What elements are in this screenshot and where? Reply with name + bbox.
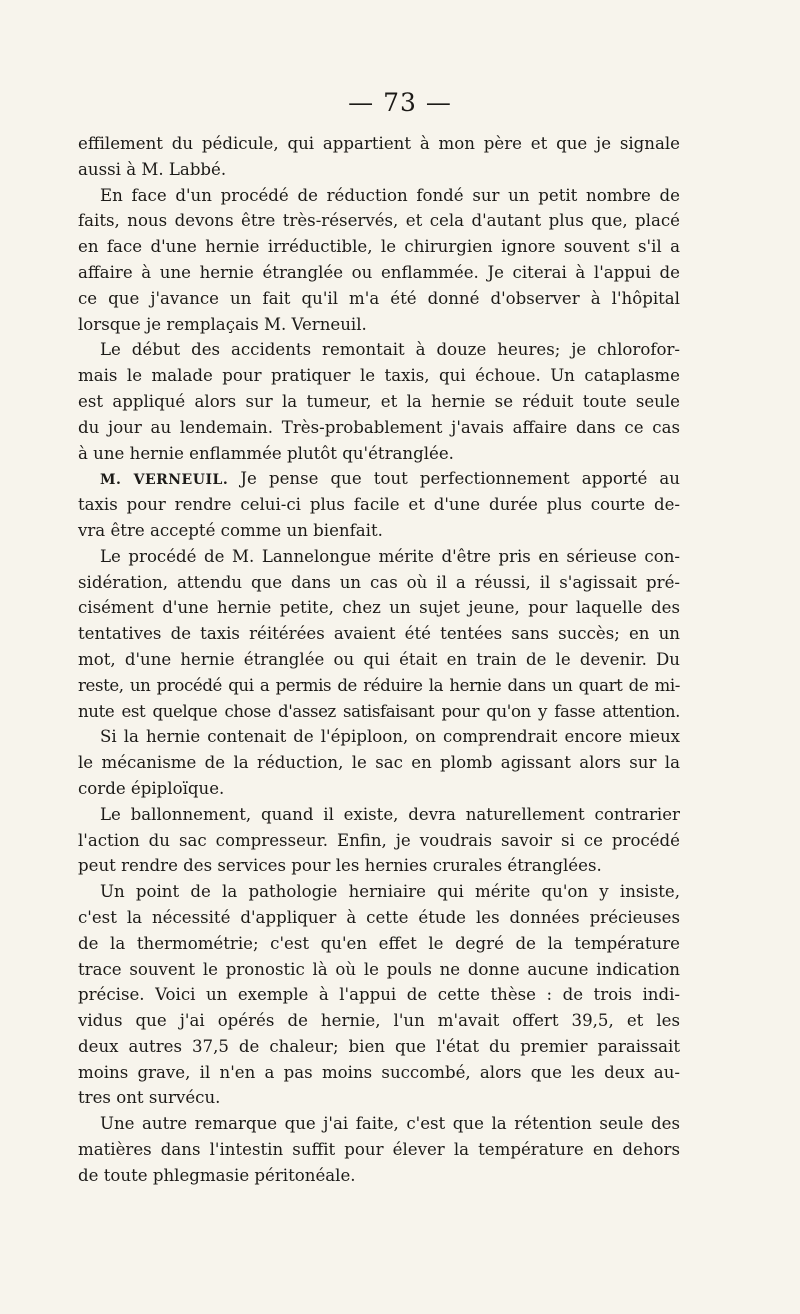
page-number: — 73 — <box>348 88 452 117</box>
text-line: affaire à une hernie étranglée ou enflammée. Je citerai à l'appui de <box>78 262 680 282</box>
speaker-name: M. VERNEUIL. <box>100 472 229 489</box>
text-line: moins grave, il n'en a pas moins succombé, alors que les deux au- <box>78 1062 680 1082</box>
text-line: l'action du sac compresseur. Enfin, je voudrais savoir si ce procédé <box>78 830 680 850</box>
text-line: c'est la nécessité d'appliquer à cette étude les données précieuses <box>78 907 680 927</box>
text-line: aussi à M. Labbé. <box>78 159 227 179</box>
text-line: deux autres 37,5 de chaleur; bien que l'état du premier paraissait <box>78 1036 680 1056</box>
text-line: effilement du pédicule, qui appartient à mon père et que je signale <box>78 134 680 153</box>
text-line: de toute phlegmasie péritonéale. <box>78 1165 356 1185</box>
text-line: corde épiploïque. <box>78 778 225 798</box>
speaker-line <box>78 466 680 492</box>
text-line: Le début des accidents remontait à douze heures; je chlorofor- <box>100 340 680 360</box>
text-line: précise. Voici un exemple à l'appui de cette thèse : de trois indi- <box>78 985 680 1005</box>
text-line: est appliqué alors sur la tumeur, et la hernie se réduit toute seule <box>78 391 680 411</box>
text-line: mot, d'une hernie étranglée ou qui était en train de le devenir. Du <box>78 649 680 669</box>
text-line: du jour au lendemain. Très-probablement j'avais affaire dans ce cas <box>78 417 680 437</box>
text-line: Le ballonnement, quand il existe, devra naturellement contrarier <box>100 804 680 824</box>
text-line: en face d'une hernie irréductible, le chirurgien ignore souvent s'il a <box>78 237 680 257</box>
text-line: Un point de la pathologie herniaire qui mérite qu'on y insiste, <box>100 882 680 902</box>
text-line: trace souvent le pronostic là où le pouls ne donne aucune indication <box>78 959 680 979</box>
text-line: à une hernie enflammée plutôt qu'étranglée. <box>78 443 454 463</box>
text-line: faits, nous devons être très-réservés, et cela d'autant plus que, placé <box>78 211 680 231</box>
text-line: tres ont survécu. <box>78 1088 221 1108</box>
text-line: nute est quelque chose d'assez satisfaisant pour qu'on y fasse attention. <box>78 701 680 721</box>
speaker-text: Je pense que tout perfectionnement apporté au <box>240 469 680 489</box>
text-line: de la thermométrie; c'est qu'en effet le degré de la température <box>78 933 680 953</box>
text-line: sidération, attendu que dans un cas où il a réussi, il s'agissait pré- <box>78 572 680 592</box>
text-line: lorsque je remplaçais M. Verneuil. <box>78 314 367 334</box>
text-line: peut rendre des services pour les hernies crurales étranglées. <box>78 856 602 876</box>
text-line: vidus que j'ai opérés de hernie, l'un m'avait offert 39,5, et les <box>78 1011 680 1031</box>
text-line: ce que j'avance un fait qu'il m'a été donné d'observer à l'hôpital <box>78 288 680 308</box>
text-line: tentatives de taxis réitérées avaient été tentées sans succès; en un <box>78 624 680 644</box>
text-line: Le procédé de M. Lannelongue mérite d'être pris en sérieuse con- <box>100 546 680 566</box>
text-line: vra être accepté comme un bienfait. <box>78 520 383 540</box>
text-line: reste, un procédé qui a permis de réduire la hernie dans un quart de mi- <box>78 675 680 695</box>
text-line: Si la hernie contenait de l'épiploon, on comprendrait encore mieux <box>100 727 680 747</box>
body-text <box>78 131 680 1189</box>
text-line: En face d'un procédé de réduction fondé sur un petit nombre de <box>100 185 680 205</box>
text-line: le mécanisme de la réduction, le sac en plomb agissant alors sur la <box>78 753 680 773</box>
text-line: taxis pour rendre celui-ci plus facile et d'une durée plus courte de- <box>78 495 680 515</box>
text-line: mais le malade pour pratiquer le taxis, qui échoue. Un cataplasme <box>78 366 680 386</box>
text-line: cisément d'une hernie petite, chez un sujet jeune, pour laquelle des <box>78 598 680 618</box>
text-line: Une autre remarque que j'ai faite, c'est que la rétention seule des <box>100 1114 680 1134</box>
text-line: matières dans l'intestin suffit pour élever la température en dehors <box>78 1140 680 1160</box>
